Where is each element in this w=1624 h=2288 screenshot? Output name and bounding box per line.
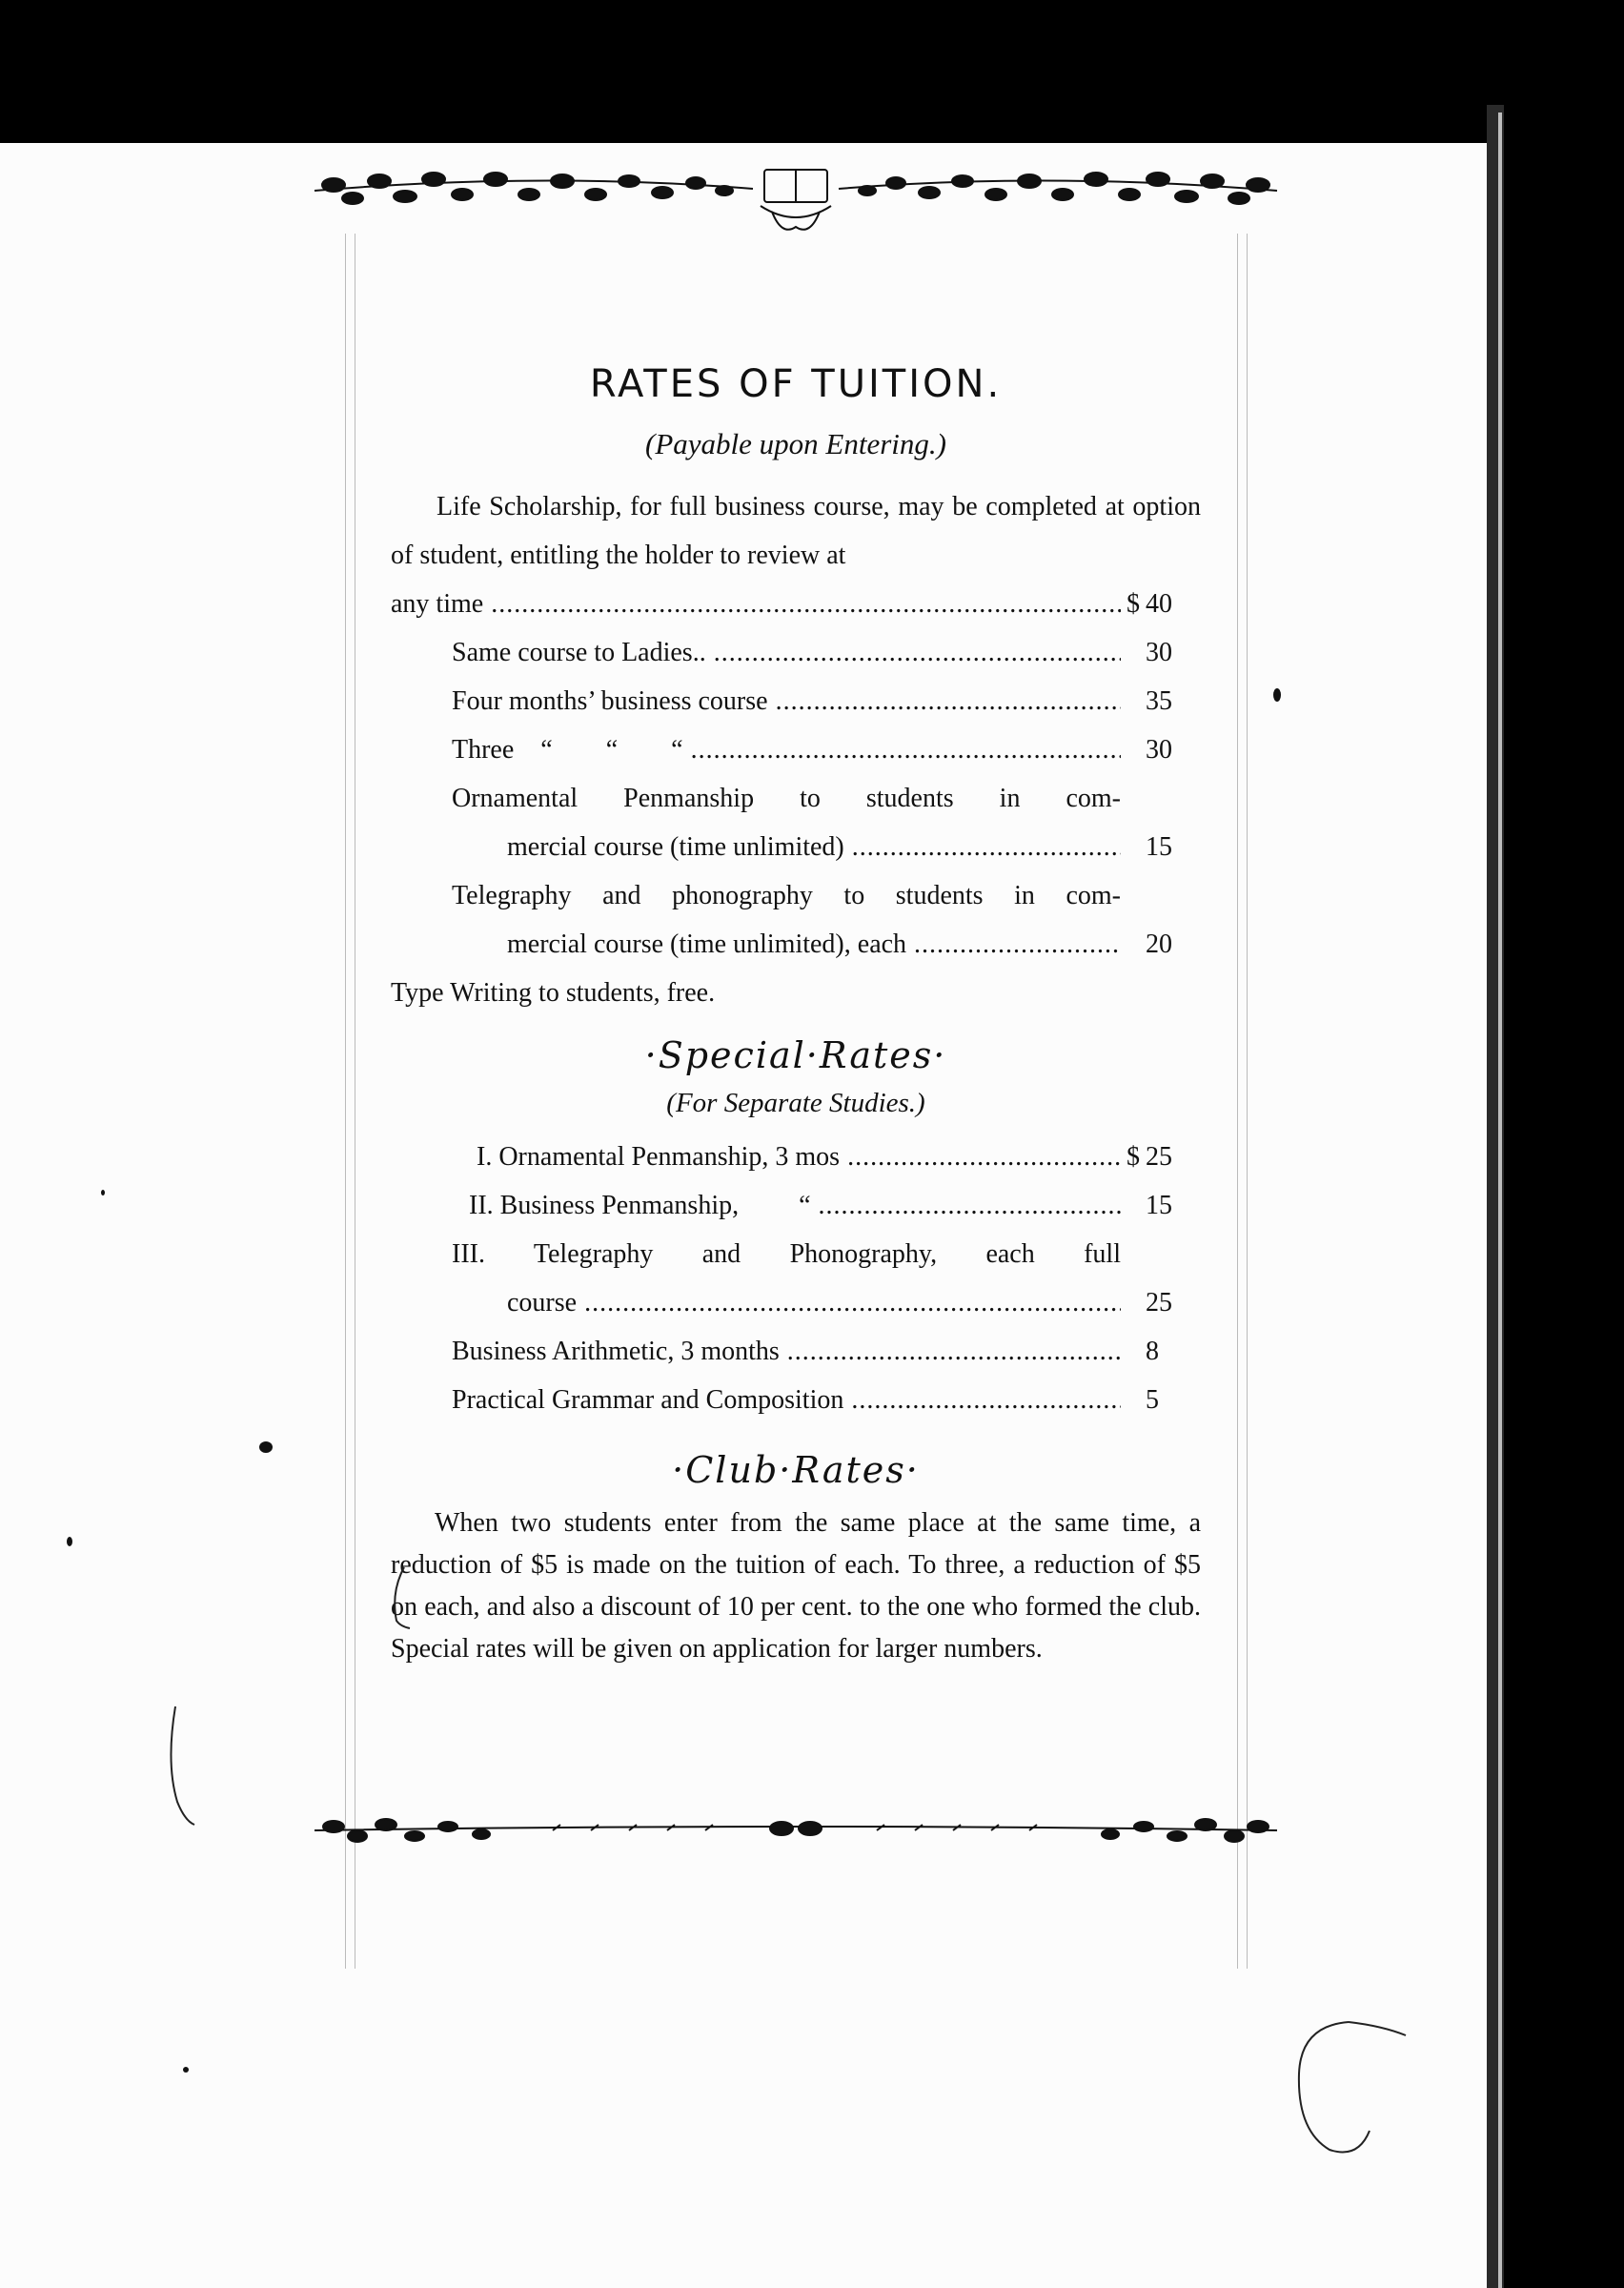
rate-amount: 25 <box>1146 1133 1201 1181</box>
type-writing-note: Type Writing to students, free. <box>391 978 716 1008</box>
rate-amount: 15 <box>1146 823 1201 871</box>
rate-description: Business Arithmetic, 3 months ..... <box>452 1327 1121 1376</box>
pencil-mark <box>389 1563 417 1630</box>
rate-row <box>469 1181 1201 1230</box>
rate-row <box>452 677 1201 725</box>
club-rates-text: When two students enter from the same place at the same time, a reduction of $5 is made on the tuition of each. To three, a reduction of $5 on each, and also a discount of 10 per cent. to the one who formed the club. Special rates will be given on application for larger numbers. <box>391 1508 1201 1664</box>
page-edge <box>1498 112 1502 2288</box>
rate-amount: 25 <box>1146 1278 1201 1327</box>
rate-amount: 30 <box>1146 725 1201 774</box>
rate-description: course ..... <box>507 1278 1121 1327</box>
page-subtitle: (Payable upon Entering.) <box>645 427 946 460</box>
club-rates-heading: ·Club·Rates· <box>672 1449 920 1491</box>
rate-description: Same course to Ladies.. ..... <box>452 628 1121 677</box>
special-rates-subheading: (For Separate Studies.) <box>666 1088 925 1118</box>
pencil-mark <box>162 1697 200 1830</box>
page-title: RATES OF TUITION. <box>589 362 1003 406</box>
rate-amount: 20 <box>1146 920 1201 969</box>
rate-amount: 15 <box>1146 1181 1201 1230</box>
scan-speck <box>183 2067 189 2073</box>
rate-description: mercial course (time unlimited) ..... <box>507 823 1121 871</box>
rate-amount: 30 <box>1146 628 1201 677</box>
rate-row <box>452 725 1201 774</box>
rate-description: II. Business Penmanship, “ ..... <box>469 1181 1121 1230</box>
rate-amount: 5 <box>1146 1376 1201 1424</box>
pencil-mark <box>1291 2016 1415 2159</box>
rate-row <box>452 1327 1201 1376</box>
rate-description: mercial course (time unlimited), each ..... <box>507 920 1121 969</box>
life-scholarship-rate <box>391 580 1201 628</box>
rate-amount: 35 <box>1146 677 1201 725</box>
scan-speck <box>259 1441 273 1453</box>
rate-amount: 40 <box>1146 580 1201 628</box>
rate-row <box>507 823 1201 871</box>
top-leaf-ornament <box>305 153 1287 238</box>
right-border-rule <box>1247 234 1248 1969</box>
scan-speck <box>1273 688 1281 702</box>
special-rates-heading: ·Special·Rates· <box>644 1034 947 1076</box>
telegraphy-line1: Telegraphy and phonography to students in com- <box>452 881 1121 910</box>
rate-amount: 8 <box>1146 1327 1201 1376</box>
currency-sign: $ <box>1127 1133 1140 1181</box>
right-border-rule-inner <box>1237 234 1238 1969</box>
rate-description: I. Ornamental Penmanship, 3 mos ..... <box>477 1133 1121 1181</box>
ornamental-line1: Ornamental Penmanship to students in com- <box>452 784 1121 813</box>
special-item3-line1: III. Telegraphy and Phonography, each full <box>452 1239 1121 1269</box>
bottom-leaf-ornament <box>305 1802 1287 1859</box>
main-content <box>391 362 1201 1670</box>
currency-sign: $ <box>1127 580 1140 628</box>
rate-row <box>477 1133 1201 1181</box>
rate-row <box>507 920 1201 969</box>
rate-description: Practical Grammar and Composition ..... <box>452 1376 1121 1424</box>
rate-row <box>452 628 1201 677</box>
rate-description: any time ..... <box>391 580 1121 628</box>
rate-description: Four months’ business course ..... <box>452 677 1121 725</box>
left-border-rule <box>345 234 346 1969</box>
life-scholarship-text: Life Scholarship, for full business course, may be completed at option of student, entitling the holder to review at <box>391 492 1201 570</box>
scan-speck <box>67 1537 72 1546</box>
rate-row <box>452 1376 1201 1424</box>
rate-description: Three “ “ “ ..... <box>452 725 1121 774</box>
scan-speck <box>101 1190 105 1195</box>
rate-row <box>507 1278 1201 1327</box>
